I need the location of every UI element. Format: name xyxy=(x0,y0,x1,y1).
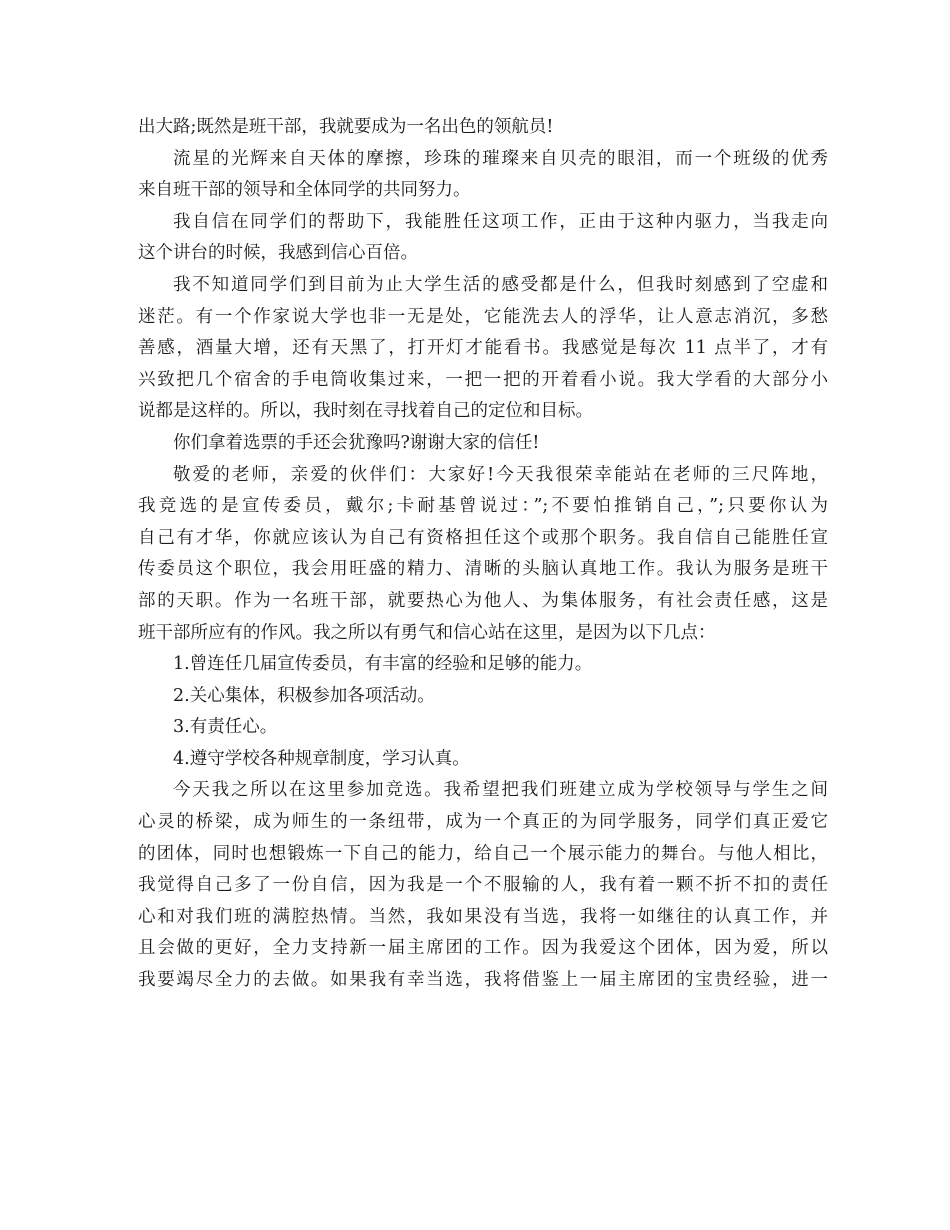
text-line: 传委员这个职位，我会用旺盛的精力、清晰的头脑认真地工作。我认为服务是班干 xyxy=(138,559,828,580)
text-line: 出大路;既然是班干部，我就要成为一名出色的领航员! xyxy=(138,117,554,137)
text-line: 善感，酒量大增，还有天黑了，打开灯才能看书。我感觉是每次 11 点半了，才有 xyxy=(138,338,828,359)
text-line: 班干部所应有的作风。我之所以有勇气和信心站在这里，是因为以下几点： xyxy=(138,622,716,643)
text-line: 4.遵守学校各种规章制度，学习认真。 xyxy=(173,748,470,769)
text-line: 部的天职。作为一名班干部，就要热心为他人、为集体服务，有社会责任感，这是 xyxy=(138,590,828,611)
text-line: 迷茫。有一个作家说大学也非一无是处，它能洗去人的浮华，让人意志消沉，多愁 xyxy=(138,306,828,327)
text-line: 流星的光辉来自天体的摩擦，珍珠的璀璨来自贝壳的眼泪，而一个班级的优秀 xyxy=(173,148,828,169)
text-line: 来自班干部的领导和全体同学的共同努力。 xyxy=(138,180,471,201)
text-line: 今天我之所以在这里参加竞选。我希望把我们班建立成为学校领导与学生之间 xyxy=(173,780,828,801)
text-line: 1.曾连任几届宣传委员，有丰富的经验和足够的能力。 xyxy=(173,654,593,675)
text-line: 我不知道同学们到目前为止大学生活的感受都是什么，但我时刻感到了空虚和 xyxy=(173,274,828,295)
text-line: 自己有才华，你就应该认为自己有资格担任这个或那个职务。我自信自己能胜任宣 xyxy=(138,527,828,548)
text-line: 你们拿着选票的手还会犹豫吗?谢谢大家的信任! xyxy=(173,432,540,453)
text-line: 3.有责任心。 xyxy=(173,717,278,738)
text-line: 且会做的更好，全力支持新一届主席团的工作。因为我爱这个团体，因为爱，所以 xyxy=(138,938,828,959)
document-body xyxy=(138,112,828,997)
text-line: 敬爱的老师，亲爱的伙伴们：大家好!今天我很荣幸能站在老师的三尺阵地， xyxy=(173,464,828,485)
text-line: 我觉得自己多了一份自信，因为我是一个不服输的人，我有着一颗不折不扣的责任 xyxy=(138,875,828,896)
text-line: 说都是这样的。所以，我时刻在寻找着自己的定位和目标。 xyxy=(138,401,593,422)
text-line: 我要竭尽全力的去做。如果我有幸当选，我将借鉴上一届主席团的宝贵经验，进一 xyxy=(138,970,828,991)
text-line: 我自信在同学们的帮助下，我能胜任这项工作，正由于这种内驱力，当我走向 xyxy=(173,211,828,232)
text-line: 我竞选的是宣传委员，戴尔;卡耐基曾说过：”;不要怕推销自己，”;只要你认为 xyxy=(138,496,828,517)
text-line: 心和对我们班的满腔热情。当然，我如果没有当选，我将一如继往的认真工作，并 xyxy=(138,906,828,927)
text-line: 这个讲台的时候，我感到信心百倍。 xyxy=(138,243,418,264)
text-line: 兴致把几个宿舍的手电筒收集过来，一把一把的开着看小说。我大学看的大部分小 xyxy=(138,369,828,390)
text-line: 的团体，同时也想锻炼一下自己的能力，给自己一个展示能力的舞台。与他人相比， xyxy=(138,843,828,864)
text-line: 2.关心集体，积极参加各项活动。 xyxy=(173,685,435,706)
text-line: 心灵的桥梁，成为师生的一条纽带，成为一个真正的为同学服务，同学们真正爱它 xyxy=(138,812,828,833)
